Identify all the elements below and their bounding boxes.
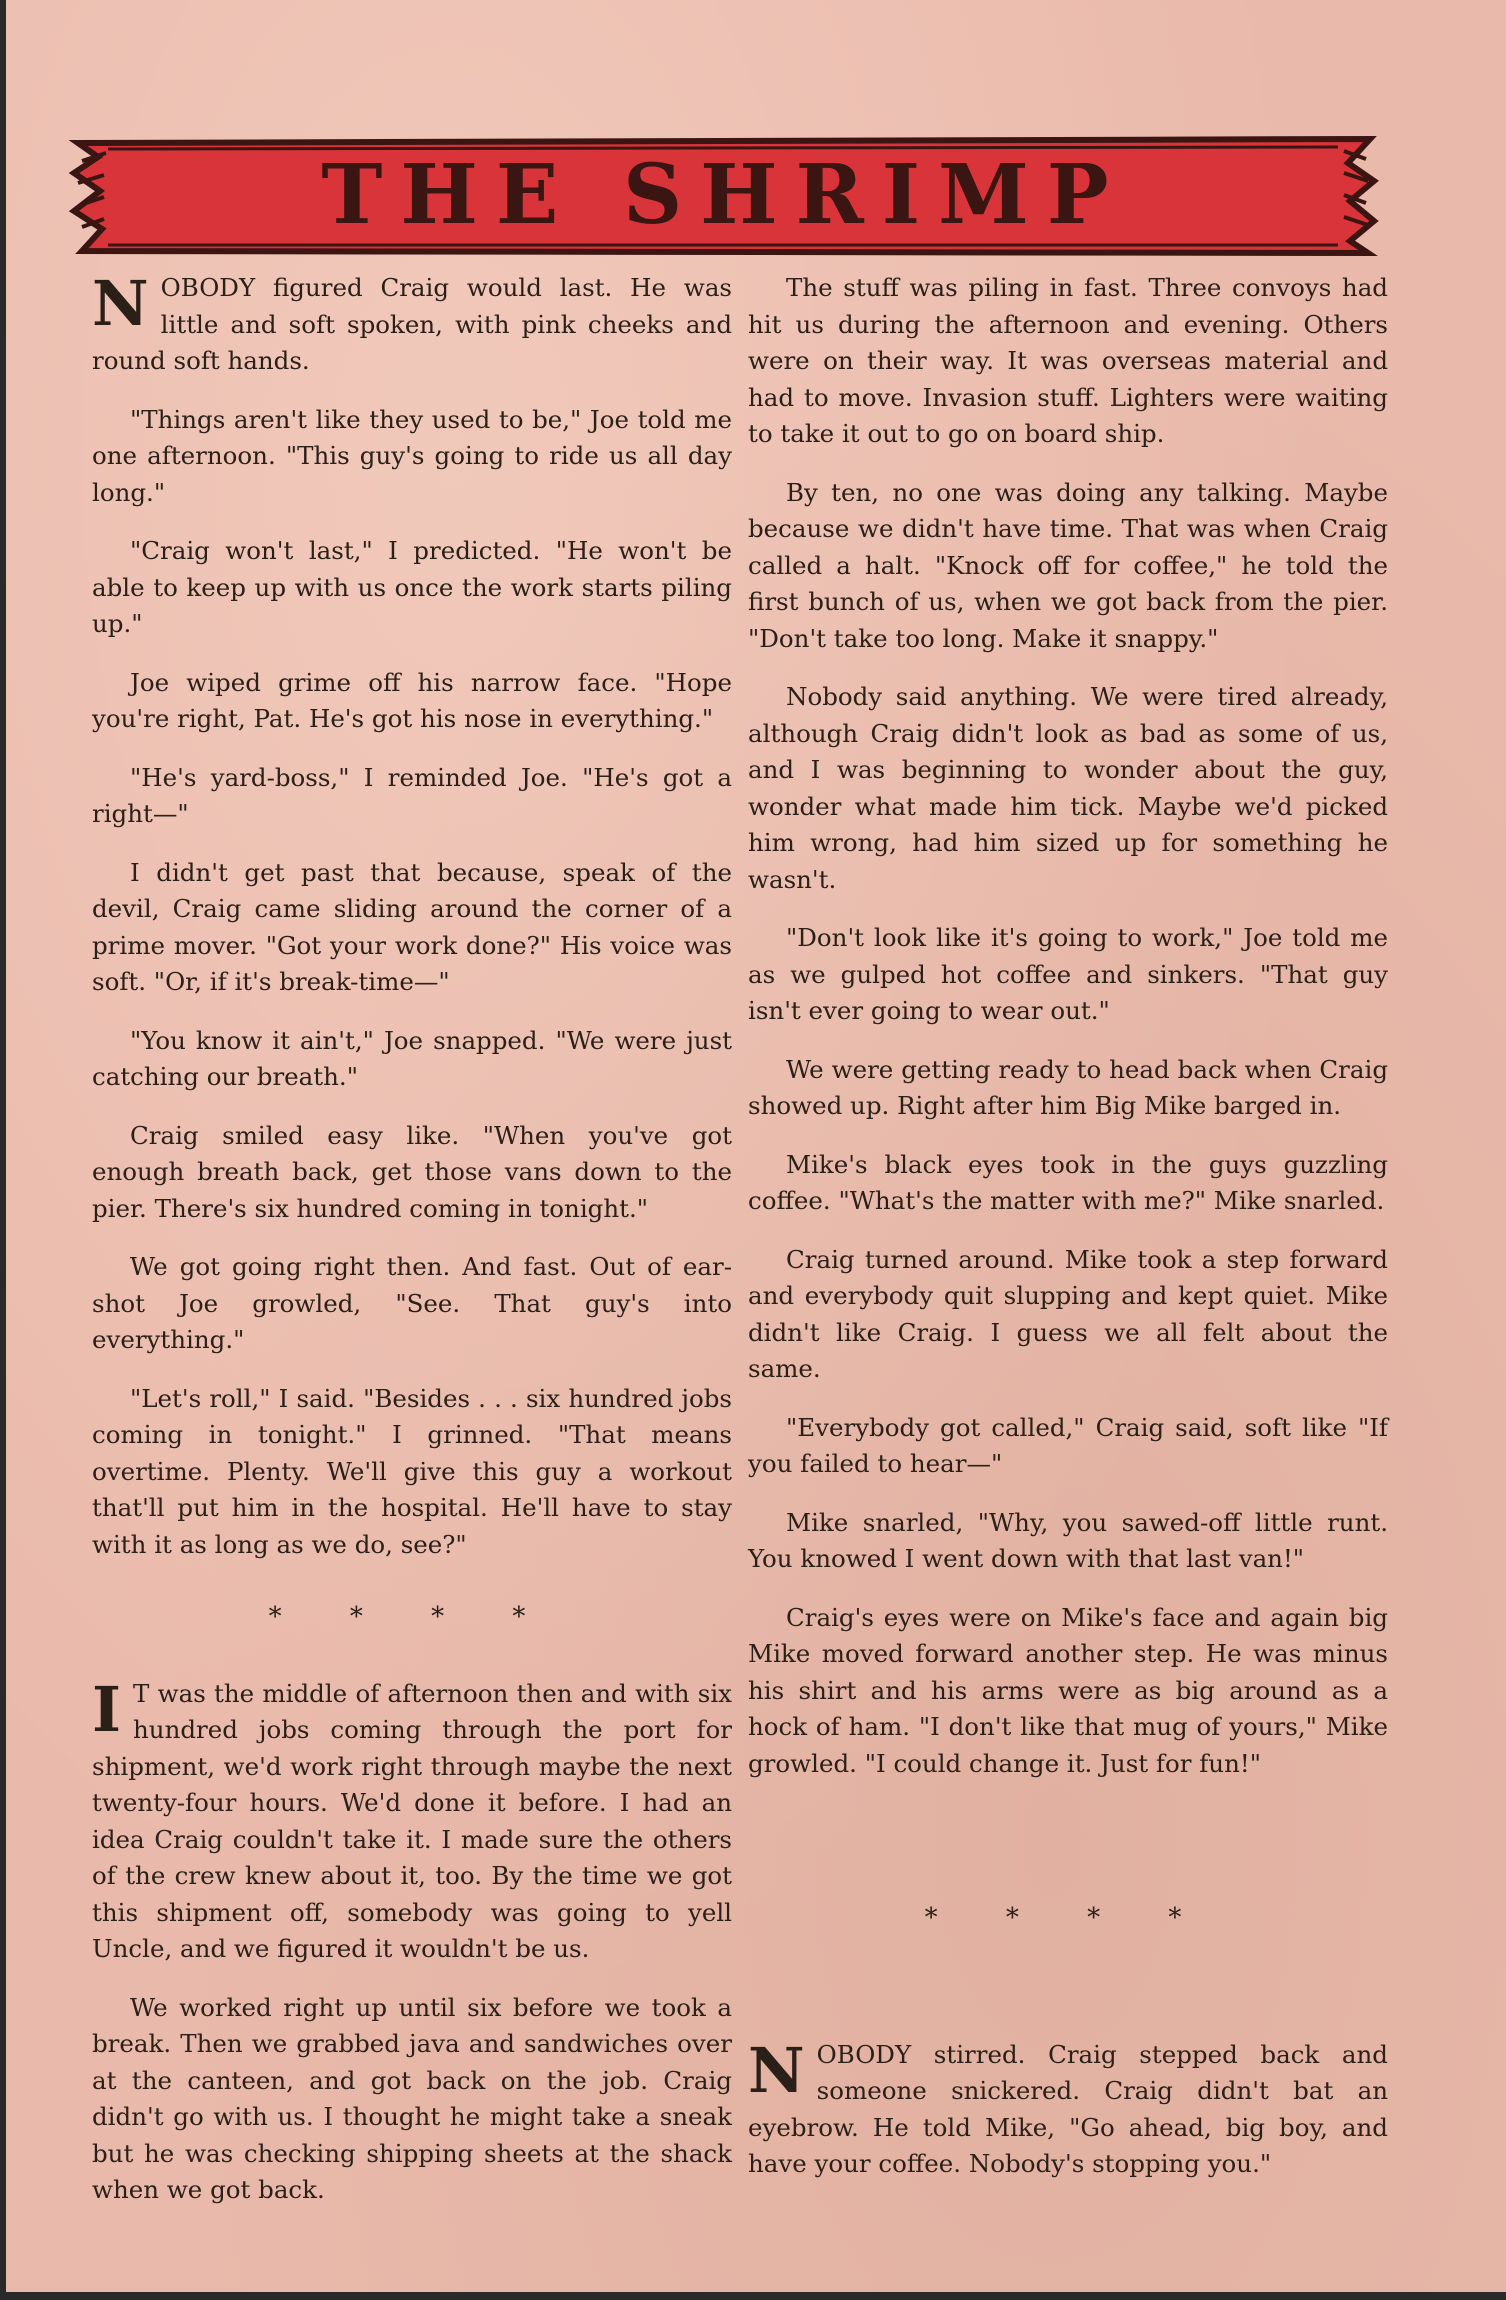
paragraph: Mike's black eyes took in the guys guzzling coffee. "What's the matter with me?" Mike snarled.	[748, 1149, 1388, 1215]
paragraph: We worked right up until six before we took a break. Then we grabbed java and sandwiches over at the canteen, and got back on the job. Craig didn't go with us. I thought he might take a sneak but he was checking shipping sheets at the shack when we got back.	[92, 1992, 732, 2204]
paragraph: "Let's roll," I said. "Besides . . . six hundred jobs coming in tonight." I grinned. "That means overtime. Plenty. We'll give this guy a workout that'll put him in the hospital. He'll have to stay with it as long as we do, see?"	[92, 1383, 732, 1559]
paragraph: Joe wiped grime off his narrow face. "Hope you're right, Pat. He's got his nose in everything."	[92, 667, 732, 733]
paragraph: The stuff was piling in fast. Three convoys had hit us during the afternoon and evening. Others were on their way. It was overseas material and had to move. Invasion stuff. Lighters were waiting to take it out to go on board ship.	[748, 273, 1388, 448]
paragraph: We were getting ready to head back when Craig showed up. Right after him Big Mike barged in.	[748, 1054, 1388, 1120]
paragraph: "Craig won't last," I predicted. "He won't be able to keep up with us once the work starts piling up."	[92, 536, 732, 638]
drop-cap: N	[92, 267, 149, 340]
paragraph	[92, 1672, 732, 1968]
page-title: THE SHRIMP	[321, 147, 1127, 243]
spacer	[748, 1977, 1388, 2037]
paragraph: "He's yard-boss," I reminded Joe. "He's got a right—"	[92, 762, 732, 828]
paragraph: Craig turned around. Mike took a step forward and everybody quit slupping and kept quiet. Mike didn't like Craig. I guess we all felt about the same.	[748, 1244, 1388, 1383]
paragraph: "Don't look like it's going to work," Joe told me as we gulped hot coffee and sinkers. "That guy isn't ever going to wear out."	[748, 923, 1388, 1025]
paragraph-text: T was the middle of afternoon then and with six hundred jobs coming through the port for shipment, we'd work right through maybe the next twenty-four hours. We'd done it before. I had an idea Craig couldn't take it. I made sure the others of the crew knew about it, too. By the time we got this shipment off, somebody was going to yell Uncle, and we figured it wouldn't be us.	[92, 1678, 732, 1963]
section-break-stars: * * * *	[268, 1602, 556, 1632]
drop-cap: I	[92, 1672, 122, 1746]
right-column	[748, 270, 1388, 2205]
paragraph	[748, 2033, 1388, 2183]
paragraph	[92, 267, 732, 380]
paragraph: "You know it ain't," Joe snapped. "We were just catching our breath."	[92, 1025, 732, 1091]
drop-cap: N	[748, 2033, 805, 2107]
page-edge-shadow	[0, 0, 6, 2300]
paragraph-text: OBODY figured Craig would last. He was little and soft spoken, with pink cheeks and round soft hands.	[92, 273, 732, 375]
paragraph: Nobody said anything. We were tired already, although Craig didn't look as bad as some of us, and I was beginning to wonder about the guy, wonder what made him tick. Maybe we'd picked him wrong, had him sized up for something he wasn't.	[748, 682, 1388, 894]
paragraph: We got going right then. And fast. Out of ear-shot Joe growled, "See. That guy's into everything."	[92, 1252, 732, 1354]
paragraph: By ten, no one was doing any talking. Maybe because we didn't have time. That was when Craig called a halt. "Knock off for coffee," he told the first bunch of us, when we got back from the pier. "Don't take too long. Make it snappy."	[748, 477, 1388, 653]
paragraph: I didn't get past that because, speak of the devil, Craig came sliding around the corner of a prime mover. "Got your work done?" His voice was soft. "Or, if it's break-time—"	[92, 857, 732, 996]
left-column	[92, 267, 732, 2231]
paragraph: Craig smiled easy like. "When you've got enough breath back, get those vans down to the pier. There's six hundred coming in tonight."	[92, 1120, 732, 1223]
spacer	[748, 1804, 1388, 1864]
paragraph: "Everybody got called," Craig said, soft like "If you failed to hear—"	[748, 1412, 1388, 1478]
paragraph: "Things aren't like they used to be," Joe told me one afternoon. "This guy's going to ride us all day long."	[92, 404, 732, 507]
paragraph: Mike snarled, "Why, you sawed-off little runt. You knowed I went down with that last van!"	[748, 1507, 1388, 1573]
page-edge-shadow-bottom	[0, 2292, 1506, 2300]
section-break-stars: * * * *	[924, 1903, 1212, 1933]
title-banner	[68, 133, 1380, 257]
paragraph: Craig's eyes were on Mike's face and again big Mike moved forward another step. He was minus his shirt and his arms were as big around as a hock of ham. "I don't like that mug of yours," Mike growled. "I could change it. Just for fun!"	[748, 1602, 1388, 1778]
paragraph-text: OBODY stirred. Craig stepped back and someone snickered. Craig didn't bat an eyebrow. He told Mike, "Go ahead, big boy, and have your coffee. Nobody's stopping you."	[748, 2039, 1388, 2178]
